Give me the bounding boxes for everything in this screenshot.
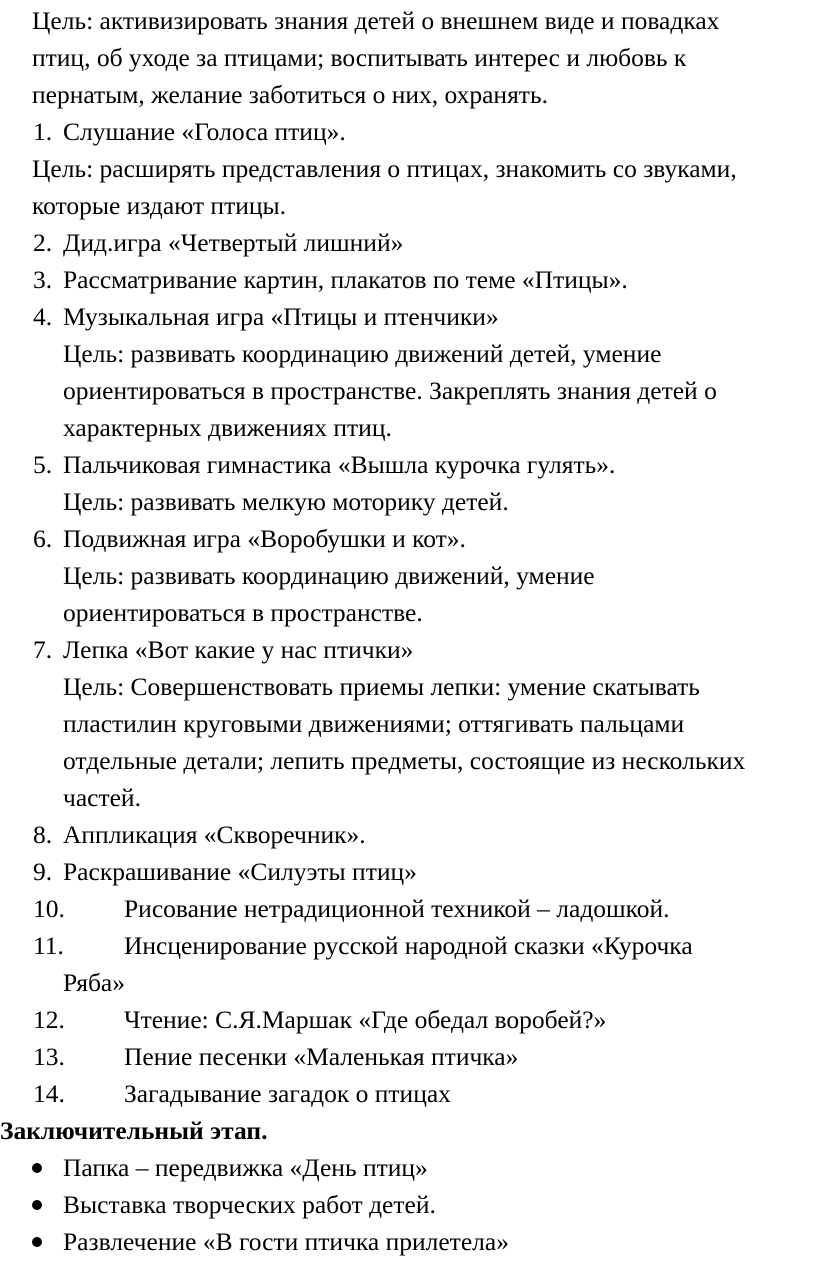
list-item-text: Раскрашивание «Силуэты птиц» [63, 857, 417, 886]
list-item-6 [0, 520, 816, 557]
bullet-item [0, 1186, 816, 1223]
list-item-text: Рассматривание картин, плакатов по теме «Птицы». [63, 265, 628, 294]
list-number: 7. [33, 635, 53, 664]
list-item-7 [0, 631, 816, 668]
list-item-11 [0, 927, 816, 964]
list-item-text: Пение песенки «Маленькая птичка» [124, 1042, 519, 1071]
intro-line: птиц, об уходе за птицами; воспитывать интерес и любовь к [32, 43, 687, 72]
list-item-continuation: Цель: развивать координацию движений, умение [63, 561, 595, 590]
list-number: 6. [33, 524, 53, 553]
section-heading: Заключительный этап. [0, 1116, 268, 1145]
list-item-9 [0, 853, 816, 890]
list-item-text: Пальчиковая гимнастика «Вышла курочка гулять». [63, 450, 616, 479]
list-item-continuation: частей. [63, 783, 141, 812]
list-number: 14. [33, 1079, 65, 1108]
intro-line: Цель: активизировать знания детей о внешнем виде и повадках [32, 6, 720, 35]
bullet-text: Развлечение «В гости птичка прилетела» [63, 1227, 509, 1256]
list-item-text: Дид.игра «Четвертый лишний» [63, 228, 404, 257]
list-item-continuation: Цель: развивать мелкую моторику детей. [63, 487, 509, 516]
list-item-text: Подвижная игра «Воробушки и кот». [63, 524, 466, 553]
list-number: 1. [33, 117, 53, 146]
list-number: 10. [33, 894, 65, 923]
list-item-continuation: пластилин круговыми движениями; оттягивать пальцами [63, 709, 685, 738]
bullet-icon [32, 1237, 42, 1247]
list-item-14 [0, 1075, 816, 1112]
list-item-continuation: характерных движениях птиц. [63, 413, 392, 442]
list-number: 8. [33, 820, 53, 849]
goal-line: Цель: расширять представления о птицах, знакомить со звуками, [32, 154, 737, 183]
list-number: 11. [33, 931, 64, 960]
list-item-continuation: Ряба» [63, 968, 125, 997]
list-number: 12. [33, 1005, 65, 1034]
list-item-13 [0, 1038, 816, 1075]
list-item-continuation: ориентироваться в пространстве. Закреплять знания детей о [63, 376, 717, 405]
list-item-continuation: ориентироваться в пространстве. [63, 598, 423, 627]
list-number: 5. [33, 450, 53, 479]
list-item-text: Рисование нетрадиционной техникой – ладошкой. [124, 894, 670, 923]
list-item-continuation: Цель: развивать координацию движений детей, умение [63, 339, 662, 368]
list-item-continuation: Цель: Совершенствовать приемы лепки: умение скатывать [63, 672, 700, 701]
list-item-text: Аппликация «Скворечник». [63, 820, 366, 849]
goal-line: которые издают птицы. [32, 191, 287, 220]
list-number: 2. [33, 228, 53, 257]
bullet-item [0, 1223, 816, 1260]
list-number: 4. [33, 302, 53, 331]
list-number: 13. [33, 1042, 65, 1071]
list-item-text: Инсценирование русской народной сказки «Курочка [124, 931, 693, 960]
bullet-icon [32, 1163, 42, 1173]
list-item-continuation: отдельные детали; лепить предметы, состоящие из нескольких [63, 746, 746, 775]
list-item-text: Слушание «Голоса птиц». [63, 117, 346, 146]
bullet-text: Выставка творческих работ детей. [63, 1190, 436, 1219]
list-item-text: Лепка «Вот какие у нас птички» [63, 635, 414, 664]
list-item-text: Музыкальная игра «Птицы и птенчики» [63, 302, 499, 331]
document-page [0, 2, 816, 1260]
list-item-3 [0, 261, 816, 298]
list-number: 9. [33, 857, 53, 886]
list-item-text: Загадывание загадок о птицах [124, 1079, 451, 1108]
intro-line: пернатым, желание заботиться о них, охранять. [32, 80, 548, 109]
list-number: 3. [33, 265, 53, 294]
bullet-text: Папка – передвижка «День птиц» [63, 1153, 428, 1182]
list-item-2 [0, 224, 816, 261]
list-item-5 [0, 446, 816, 483]
list-item-1 [0, 113, 816, 150]
bullet-icon [32, 1200, 42, 1210]
list-item-8 [0, 816, 816, 853]
bullet-item [0, 1149, 816, 1186]
list-item-10 [0, 890, 816, 927]
list-item-text: Чтение: С.Я.Маршак «Где обедал воробей?» [124, 1005, 607, 1034]
list-item-4 [0, 298, 816, 335]
list-item-12 [0, 1001, 816, 1038]
